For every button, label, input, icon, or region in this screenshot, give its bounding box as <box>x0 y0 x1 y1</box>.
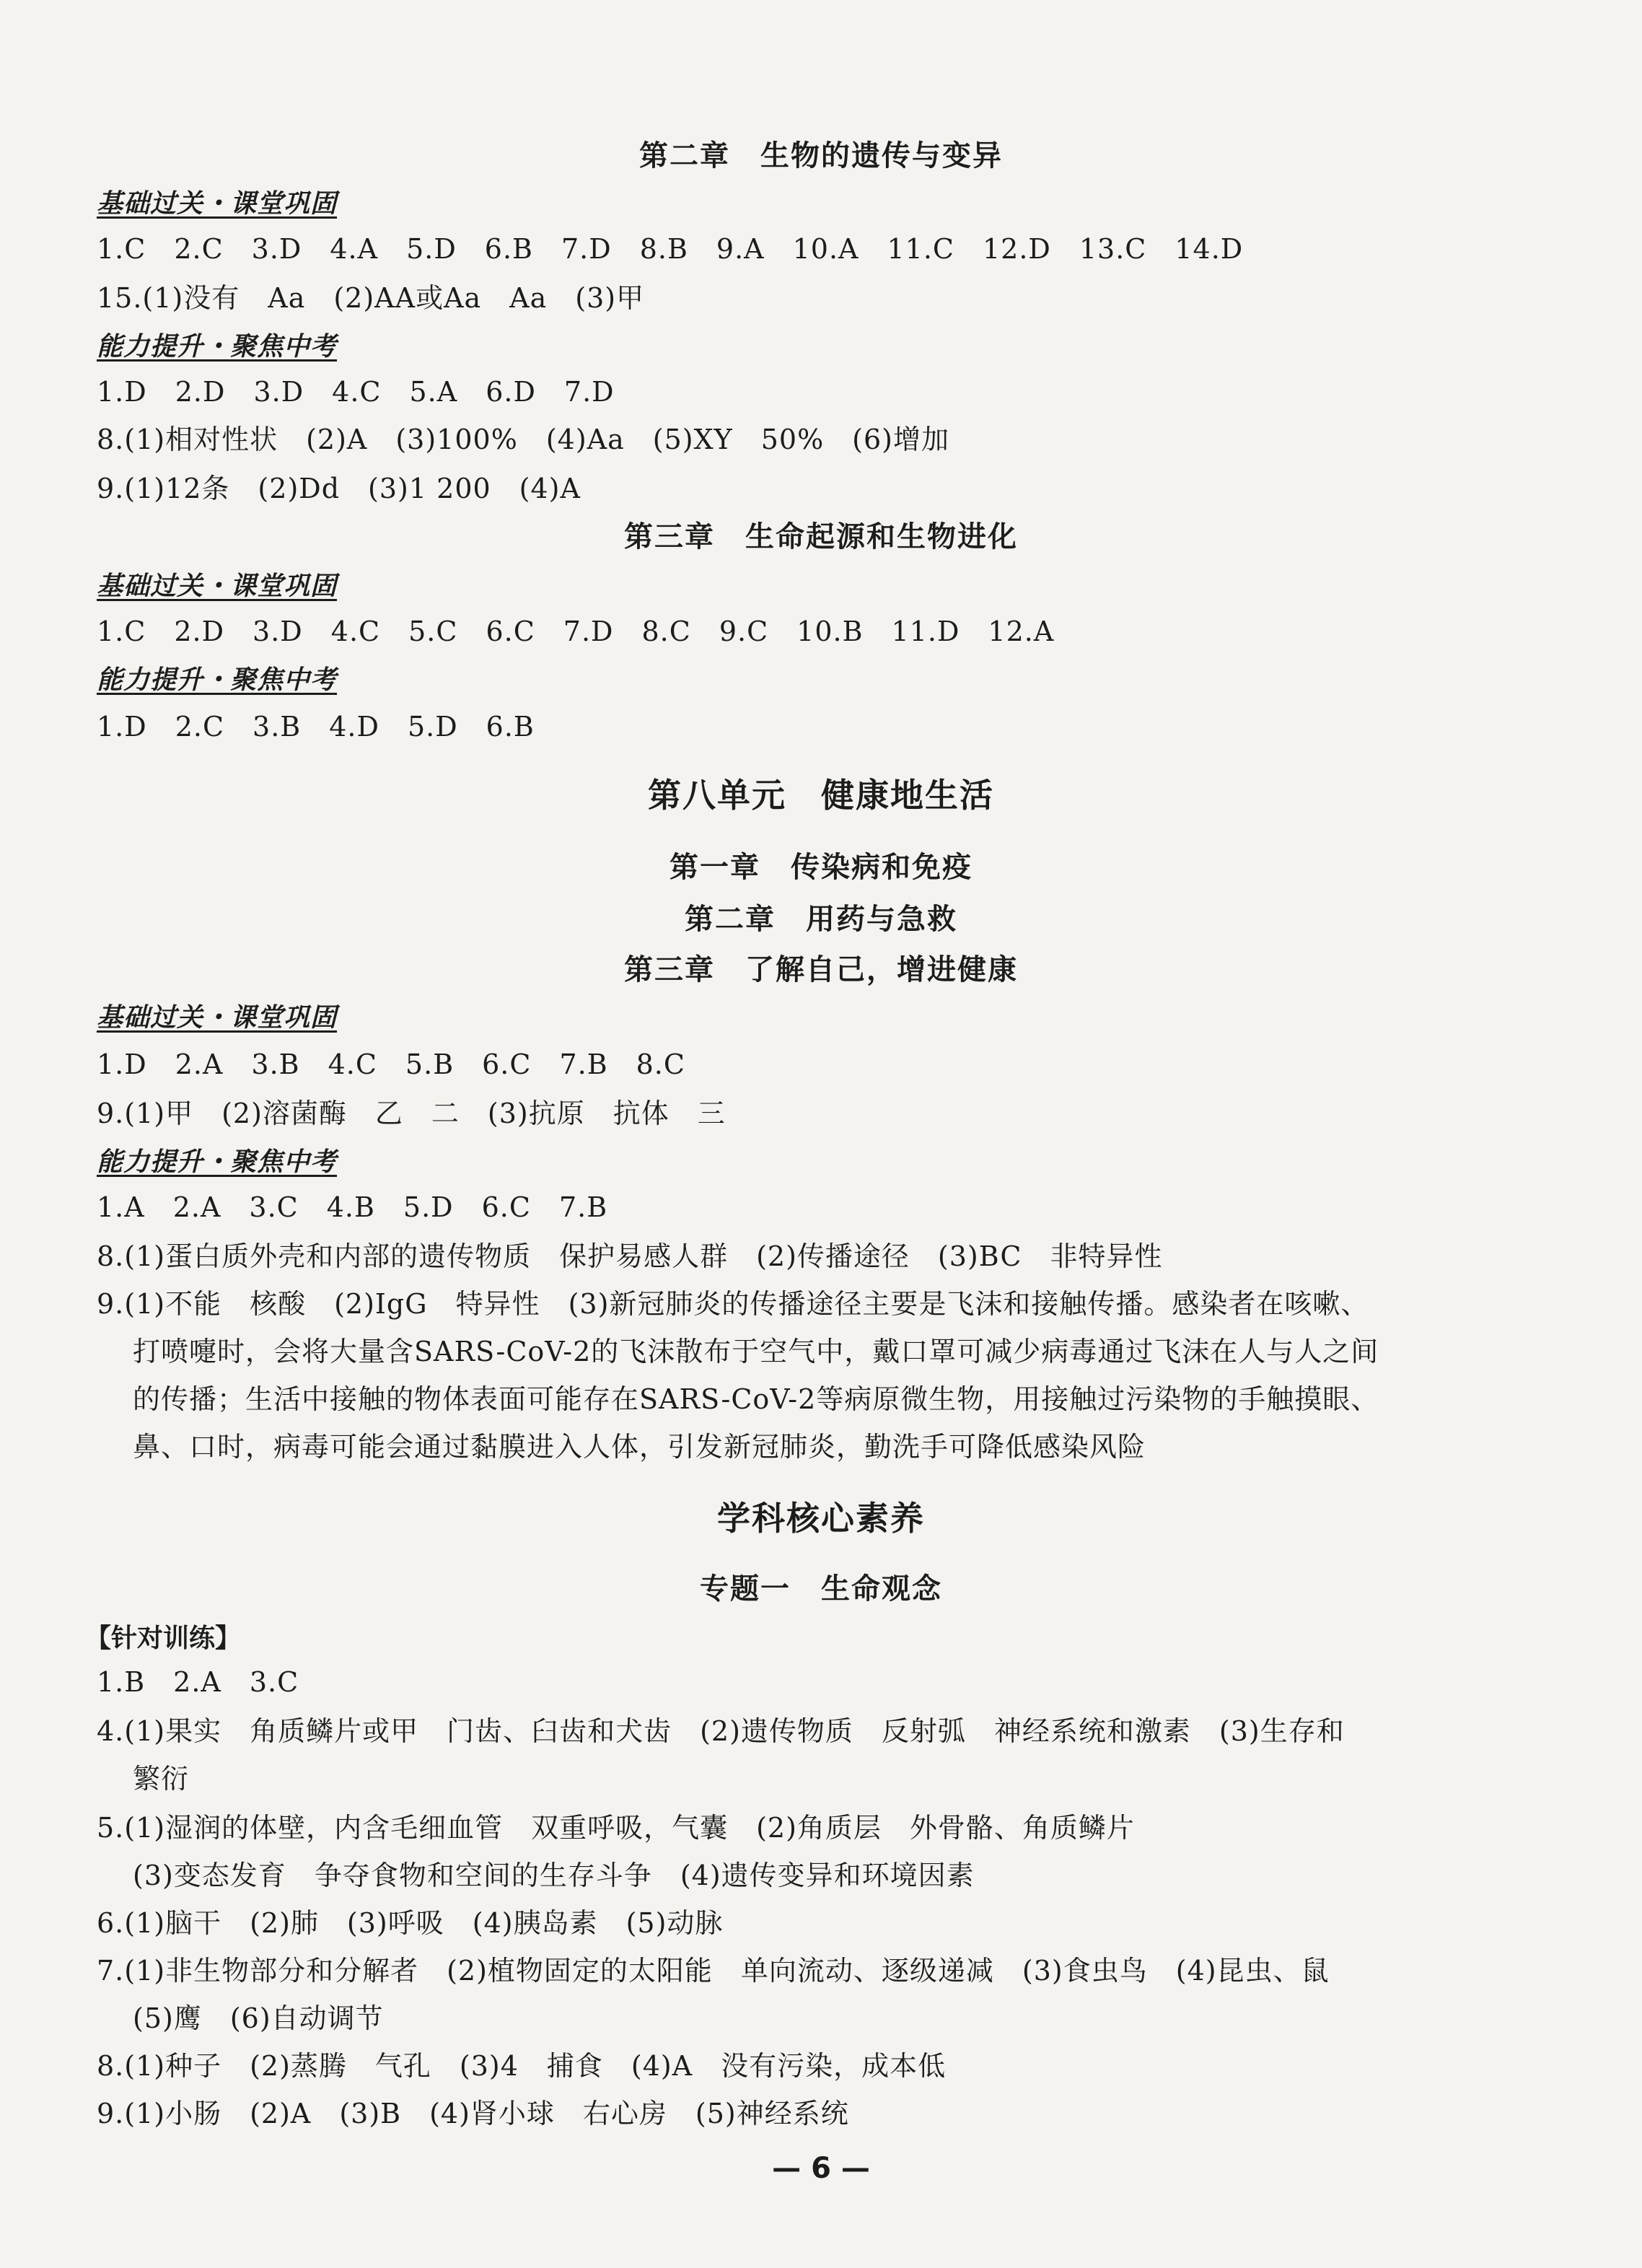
answer-line: 打喷嚏时，会将大量含SARS-CoV-2的飞沫散布于空气中，戴口罩可减少病毒通过飞沫在人与人之间 <box>133 1336 1379 1367</box>
unit-8-title: 第八单元 健康地生活 <box>648 776 994 815</box>
topic-title: 专题一 生命观念 <box>700 1572 942 1606</box>
answer-line: 8.(1)相对性状 (2)A (3)100% (4)Aa (5)XY 50% (6)增加 <box>97 424 949 455</box>
answer-line: 7.(1)非生物部分和分解者 (2)植物固定的太阳能 单向流动、逐级递减 (3)食虫鸟 (4)昆虫、鼠 <box>97 1955 1330 1987</box>
answer-line: 1.A 2.A 3.C 4.B 5.D 6.C 7.B <box>97 1191 608 1223</box>
core-literacy-title: 学科核心素养 <box>717 1499 925 1538</box>
section-ability-heading: 能力提升・聚焦中考 <box>97 665 338 695</box>
section-basic-heading: 基础过关・课堂巩固 <box>97 189 338 219</box>
answer-line: 鼻、口时，病毒可能会通过黏膜进入人体，引发新冠肺炎，勤洗手可降低感染风险 <box>133 1431 1146 1463</box>
chapter-3-title: 第三章 了解自己，增进健康 <box>624 953 1018 986</box>
answer-line: 9.(1)不能 核酸 (2)IgG 特异性 (3)新冠肺炎的传播途径主要是飞沫和接触传播。感染者在咳嗽、 <box>97 1288 1369 1320</box>
answer-line: 5.(1)湿润的体壁，内含毛细血管 双重呼吸，气囊 (2)角质层 外骨骼、角质鳞片 <box>97 1812 1135 1844</box>
answer-line: 6.(1)脑干 (2)肺 (3)呼吸 (4)胰岛素 (5)动脉 <box>97 1907 724 1939</box>
answer-line: 9.(1)小肠 (2)A (3)B (4)肾小球 右心房 (5)神经系统 <box>97 2098 849 2129</box>
answer-line: 8.(1)种子 (2)蒸腾 气孔 (3)4 捕食 (4)A 没有污染，成本低 <box>97 2050 947 2082</box>
chapter-2-title: 第二章 生物的遗传与变异 <box>639 139 1003 172</box>
section-ability-heading: 能力提升・聚焦中考 <box>97 332 338 362</box>
answer-line: 1.D 2.D 3.D 4.C 5.A 6.D 7.D <box>97 376 615 408</box>
answer-line: 的传播；生活中接触的物体表面可能存在SARS-CoV-2等病原微生物，用接触过污染物的手触摸眼、 <box>133 1383 1379 1415</box>
training-heading: 【针对训练】 <box>85 1624 242 1653</box>
answer-line: 1.D 2.A 3.B 4.C 5.B 6.C 7.B 8.C <box>97 1048 685 1080</box>
answer-line: 繁衍 <box>133 1763 190 1795</box>
section-ability-heading: 能力提升・聚焦中考 <box>97 1147 338 1177</box>
answer-line: 4.(1)果实 角质鳞片或甲 门齿、臼齿和犬齿 (2)遗传物质 反射弧 神经系统和激素 (3)生存和 <box>97 1715 1345 1747</box>
answer-line: 1.D 2.C 3.B 4.D 5.D 6.B <box>97 711 535 743</box>
answer-line: 1.C 2.C 3.D 4.A 5.D 6.B 7.D 8.B 9.A 10.A 11.C 12.D 13.C 14.D <box>97 233 1244 265</box>
answer-line: 1.C 2.D 3.D 4.C 5.C 6.C 7.D 8.C 9.C 10.B 11.D 12.A <box>97 616 1055 647</box>
answer-line: (3)变态发育 争夺食物和空间的生存斗争 (4)遗传变异和环境因素 <box>133 1860 975 1891</box>
answer-line: 15.(1)没有 Aa (2)AA或Aa Aa (3)甲 <box>97 282 645 314</box>
section-basic-heading: 基础过关・课堂巩固 <box>97 1003 338 1033</box>
answer-line: (5)鹰 (6)自动调节 <box>133 2002 384 2034</box>
answer-line: 1.B 2.A 3.C <box>97 1666 299 1698</box>
chapter-1-title: 第一章 传染病和免疫 <box>669 851 973 884</box>
page-number: — 6 — <box>772 2152 870 2185</box>
answer-line: 9.(1)甲 (2)溶菌酶 乙 二 (3)抗原 抗体 三 <box>97 1098 726 1129</box>
section-basic-heading: 基础过关・课堂巩固 <box>97 572 338 601</box>
answer-line: 8.(1)蛋白质外壳和内部的遗传物质 保护易感人群 (2)传播途径 (3)BC 非特异性 <box>97 1240 1163 1272</box>
chapter-2-title: 第二章 用药与急救 <box>685 903 957 936</box>
chapter-3-title: 第三章 生命起源和生物进化 <box>624 520 1018 553</box>
answer-line: 9.(1)12条 (2)Dd (3)1 200 (4)A <box>97 473 581 504</box>
